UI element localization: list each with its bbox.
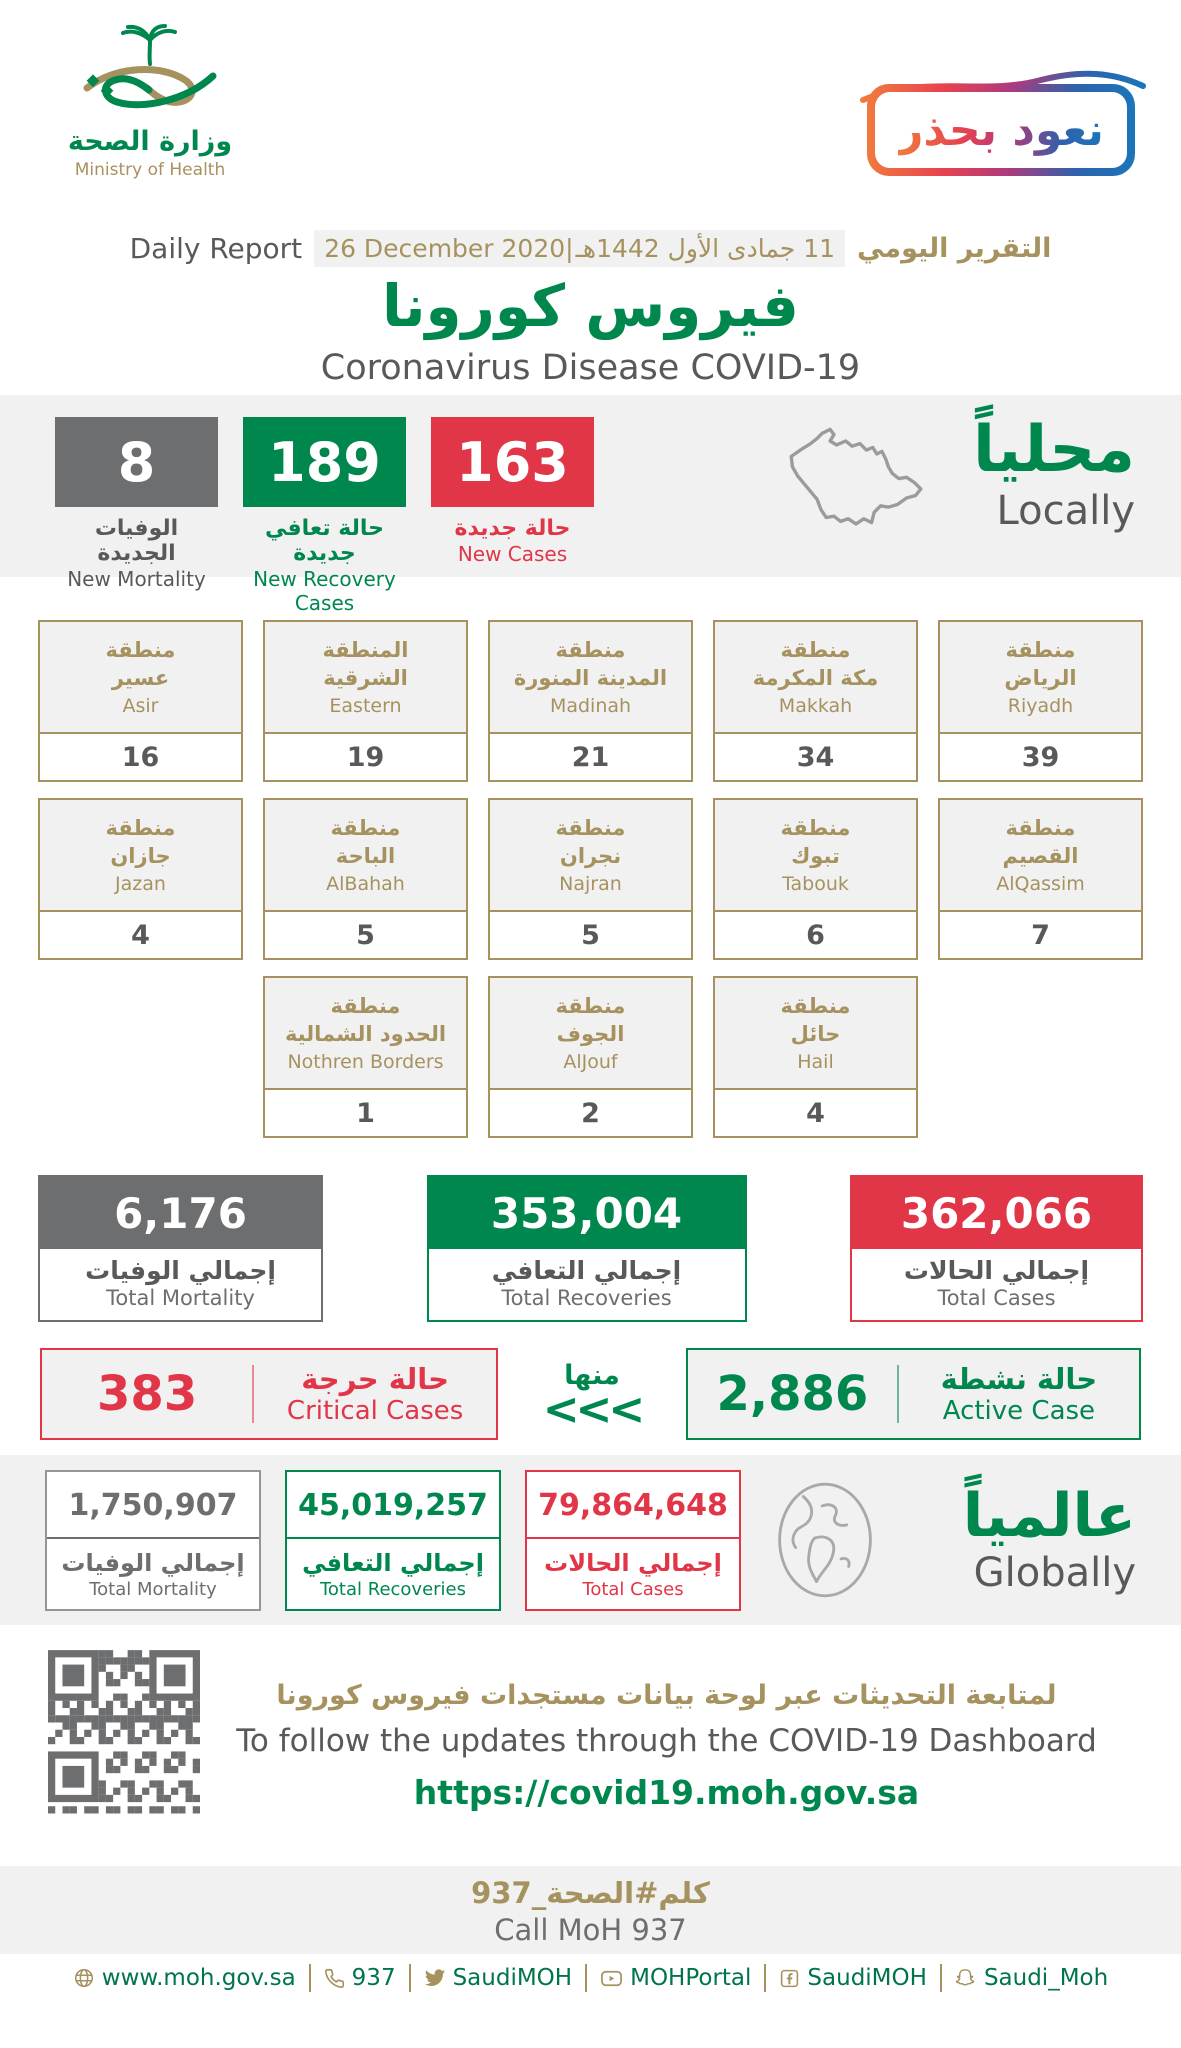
new-mortality-label-ar: الوفيات الجديدة — [94, 516, 179, 566]
phone-link[interactable]: 937 — [324, 1965, 396, 1991]
daily-report-label-ar: التقرير اليومي — [857, 233, 1052, 264]
call-center-band — [0, 1866, 1181, 1954]
twitter-link[interactable]: SaudiMOH — [424, 1965, 573, 1991]
badge-text: نعود بحذر — [898, 104, 1104, 156]
region-value: 4 — [131, 919, 150, 951]
region-value: 1 — [356, 1097, 375, 1129]
new-recovery-value: 189 — [243, 417, 406, 507]
total-recoveries-value: 353,004 — [429, 1177, 745, 1249]
report-date-hijri: 11 جمادى الأول 1442هـ — [575, 234, 836, 263]
snapchat-link[interactable]: Saudi_Moh — [955, 1965, 1108, 1991]
total-mortality-box — [38, 1175, 323, 1322]
divider — [409, 1964, 411, 1992]
phone-icon — [324, 1968, 345, 1989]
region-value: 2 — [581, 1097, 600, 1129]
global-recoveries-label-ar: إجمالي التعافي — [302, 1548, 484, 1577]
global-mortality-box — [45, 1470, 261, 1611]
divider — [585, 1964, 587, 1992]
report-date-line — [0, 230, 1181, 267]
locally-heading-ar: محلياً — [972, 413, 1135, 487]
call-center-label: Call MoH 937 — [494, 1913, 687, 1947]
global-mortality-label-en: Total Mortality — [89, 1578, 217, 1600]
region-card-madinah: منطقة المدينة المنورة Madinah 21 — [488, 620, 693, 782]
page-title-arabic: فيروس كورونا — [381, 272, 800, 340]
region-value: 21 — [571, 741, 610, 773]
of-which-label: منها — [564, 1359, 620, 1391]
active-cases-label-ar: حالة نشطة — [940, 1362, 1098, 1396]
new-cases-label-ar: حالة جديدة — [454, 516, 571, 541]
global-mortality-label-ar: إجمالي الوفيات — [61, 1548, 245, 1577]
region-value: 6 — [806, 919, 825, 951]
new-recovery-stat — [243, 417, 406, 615]
critical-cases-label-ar: حالة حرجة — [301, 1362, 450, 1396]
region-card-eastern: المنطقة الشرقية Eastern 19 — [263, 620, 468, 782]
new-mortality-label-en: New Mortality — [67, 567, 206, 591]
new-cases-value: 163 — [431, 417, 594, 507]
new-mortality-value: 8 — [55, 417, 218, 507]
facebook-icon — [779, 1968, 800, 1989]
region-card-jazan: منطقة جازان Jazan 4 — [38, 798, 243, 960]
region-value: 19 — [346, 741, 385, 773]
website-link[interactable]: www.moh.gov.sa — [73, 1965, 296, 1991]
new-recovery-label-en: New Recovery Cases — [253, 567, 396, 615]
dashboard-url-link[interactable]: https://covid19.moh.gov.sa — [413, 1773, 920, 1812]
dashboard-section — [0, 1650, 1181, 1826]
logo-title-arabic: وزارة الصحة — [67, 126, 233, 157]
total-recoveries-label-ar: إجمالي التعافي — [491, 1256, 682, 1285]
regions-grid — [0, 620, 1181, 1154]
new-cases-label-en: New Cases — [457, 542, 568, 566]
region-value: 16 — [121, 741, 160, 773]
report-date-gregorian: 26 December 2020| — [324, 234, 574, 263]
chevrons-left-icon: <<< — [542, 1383, 642, 1435]
region-value: 4 — [806, 1097, 825, 1129]
page-title-english: Coronavirus Disease COVID-19 — [320, 348, 861, 388]
globe-icon — [773, 1477, 877, 1603]
global-cases-label-ar: إجمالي الحالات — [544, 1548, 722, 1577]
divider — [252, 1365, 254, 1423]
logo-title-english: Ministry of Health — [74, 160, 226, 180]
region-card-asir: منطقة عسير Asir 16 — [38, 620, 243, 782]
total-mortality-label-en: Total Mortality — [106, 1286, 255, 1310]
region-card-alqassim: منطقة القصيم AlQassim 7 — [938, 798, 1143, 960]
youtube-link[interactable]: MOHPortal — [600, 1965, 751, 1991]
global-cases-label-en: Total Cases — [582, 1578, 684, 1600]
region-card-aljouf: منطقة الجوف AlJouf 2 — [488, 976, 693, 1138]
badge-frame — [867, 84, 1135, 176]
call-center-hashtag: كلم#الصحة_937 — [471, 1876, 710, 1910]
region-value: 39 — [1021, 741, 1060, 773]
dashboard-line-en: To follow the updates through the COVID-19 Dashboard — [236, 1723, 1097, 1759]
footer-links — [0, 1964, 1181, 1992]
qr-code — [48, 1650, 200, 1826]
global-recoveries-box — [285, 1470, 501, 1611]
twitter-icon — [424, 1967, 446, 1989]
global-recoveries-value: 45,019,257 — [287, 1472, 499, 1539]
saudi-arabia-map-icon — [786, 423, 926, 529]
global-recoveries-label-en: Total Recoveries — [319, 1578, 467, 1600]
region-card-najran: منطقة نجران Najran 5 — [488, 798, 693, 960]
dashboard-line-ar: لمتابعة التحديثات عبر لوحة بيانات مستجدات فيروس كورونا — [276, 1680, 1057, 1711]
region-row-2 — [0, 798, 1181, 960]
total-cases-box — [850, 1175, 1143, 1322]
global-cases-value: 79,864,648 — [527, 1472, 739, 1539]
moh-logo — [50, 22, 250, 180]
new-recovery-label-ar: حالة تعافي جديدة — [265, 516, 384, 566]
active-cases-box — [686, 1348, 1141, 1440]
total-recoveries-label-en: Total Recoveries — [501, 1286, 672, 1310]
locally-heading-en: Locally — [996, 488, 1135, 535]
daily-report-label-en: Daily Report — [129, 232, 303, 265]
critical-cases-label-en: Critical Cases — [286, 1396, 464, 1426]
region-card-albahah: منطقة الباحة AlBahah 5 — [263, 798, 468, 960]
region-card-riyadh: منطقة الرياض Riyadh 39 — [938, 620, 1143, 782]
critical-cases-value: 383 — [97, 1366, 198, 1422]
snapchat-icon — [955, 1967, 977, 1989]
critical-cases-box — [40, 1348, 498, 1440]
region-row-1 — [0, 620, 1181, 782]
status-row — [0, 1348, 1181, 1440]
youtube-icon — [600, 1967, 623, 1990]
return-with-caution-badge — [867, 66, 1135, 176]
region-value: 5 — [356, 919, 375, 951]
new-cases-stat — [431, 417, 594, 615]
region-card-tabouk: منطقة تبوك Tabouk 6 — [713, 798, 918, 960]
region-row-3 — [0, 976, 1181, 1138]
globe-icon — [73, 1967, 95, 1989]
locally-section — [0, 395, 1181, 615]
region-card-northern-borders: منطقة الحدود الشمالية Nothren Borders 1 — [263, 976, 468, 1138]
region-card-hail: منطقة حائل Hail 4 — [713, 976, 918, 1138]
total-mortality-label-ar: إجمالي الوفيات — [85, 1256, 276, 1285]
globally-heading-en: Globally — [973, 1549, 1136, 1596]
divider — [897, 1365, 899, 1423]
facebook-link[interactable]: SaudiMOH — [779, 1965, 927, 1991]
total-cases-value: 362,066 — [852, 1177, 1141, 1249]
region-card-makkah: منطقة مكة المكرمة Makkah 34 — [713, 620, 918, 782]
new-mortality-stat — [55, 417, 218, 615]
total-cases-label-en: Total Cases — [937, 1286, 1056, 1310]
of-which-indicator — [542, 1359, 642, 1435]
divider — [309, 1964, 311, 1992]
divider — [940, 1964, 942, 1992]
total-cases-label-ar: إجمالي الحالات — [903, 1256, 1090, 1285]
global-mortality-value: 1,750,907 — [47, 1472, 259, 1539]
region-value: 5 — [581, 919, 600, 951]
report-date — [314, 230, 845, 267]
globally-heading-ar: عالمياً — [962, 1480, 1136, 1551]
globally-section — [0, 1455, 1181, 1625]
total-mortality-value: 6,176 — [40, 1177, 321, 1249]
active-cases-label-en: Active Case — [942, 1396, 1096, 1426]
totals-row — [0, 1175, 1181, 1322]
region-value: 7 — [1031, 919, 1050, 951]
active-cases-value: 2,886 — [716, 1366, 869, 1422]
total-recoveries-box — [427, 1175, 747, 1322]
region-value: 34 — [796, 741, 835, 773]
moh-logo-icon — [65, 22, 235, 120]
divider — [764, 1964, 766, 1992]
global-cases-box — [525, 1470, 741, 1611]
